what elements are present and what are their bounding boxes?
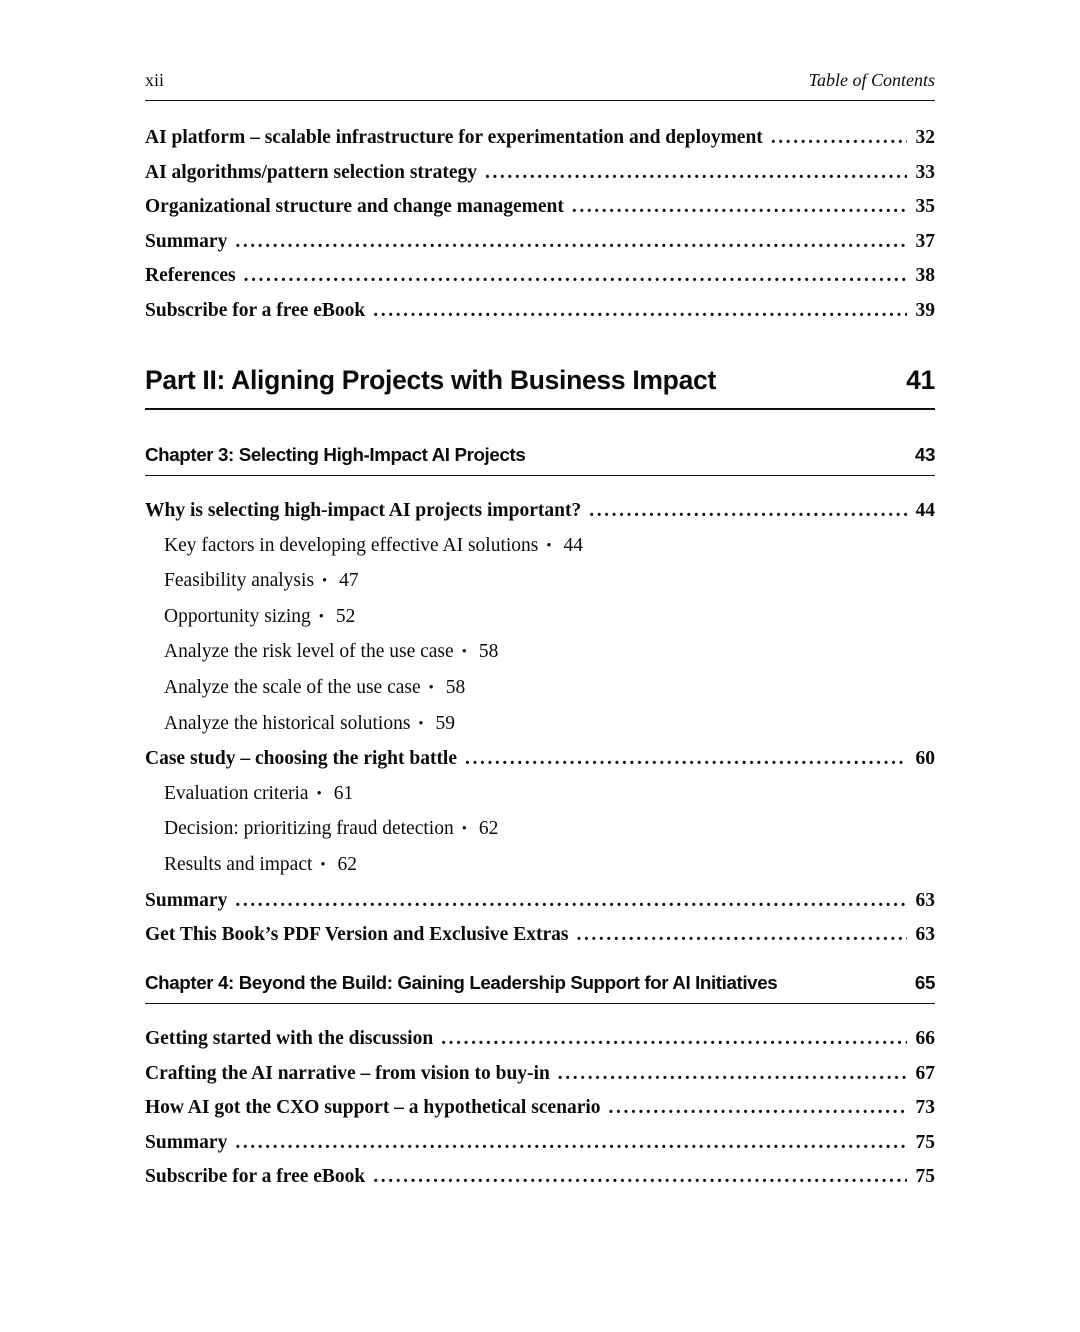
subentry-page-number: 61: [333, 782, 354, 804]
subentry-label: Analyze the historical solutions: [164, 712, 411, 734]
subentry-label: Feasibility analysis: [164, 570, 315, 592]
bullet-separator: •: [461, 644, 467, 661]
toc-entry: [145, 1166, 935, 1188]
entry-page-number: 67: [915, 1062, 935, 1084]
dot-leader: [558, 1063, 907, 1085]
subentry-label: Decision: prioritizing fraud detection: [164, 818, 454, 840]
entry-label: Subscribe for a free eBook: [145, 1166, 366, 1188]
entry-page-number: 73: [915, 1097, 935, 1119]
page-folio: xii: [145, 70, 165, 90]
entry-label: Subscribe for a free eBook: [145, 299, 366, 321]
toc-entry: [145, 890, 935, 912]
bullet-separator: •: [418, 715, 424, 732]
dot-leader: [244, 265, 907, 287]
dot-leader: [771, 127, 907, 149]
dot-leader: [572, 196, 907, 218]
entry-label: Summary: [145, 230, 228, 252]
subentry-page-number: 52: [335, 605, 356, 627]
subentry-label: Results and impact: [164, 853, 313, 875]
subentry-label: Analyze the scale of the use case: [164, 676, 421, 698]
dot-leader: [609, 1097, 907, 1119]
entry-label: How AI got the CXO support – a hypothetical scenario: [145, 1097, 601, 1119]
entry-label: Summary: [145, 1131, 228, 1153]
toc-entry: [145, 231, 935, 253]
part-page-number: 41: [906, 364, 935, 395]
toc-entry: [145, 1028, 935, 1050]
toc-subentry: [164, 818, 935, 841]
chapter-page-number: 43: [914, 443, 935, 465]
toc-subentry: [164, 713, 935, 736]
entry-page-number: 63: [915, 889, 935, 911]
bullet-separator: •: [428, 679, 434, 696]
chapter-heading-row: [145, 444, 935, 466]
dot-leader: [235, 231, 906, 253]
toc-entry: [145, 924, 935, 946]
toc-entry: [145, 196, 935, 218]
toc-rows: [145, 101, 935, 1188]
chapter-title: Chapter 3: Selecting High-Impact AI Projects: [145, 443, 526, 465]
entry-label: Summary: [145, 889, 228, 911]
subentry-page-number: 44: [563, 534, 584, 556]
entry-page-number: 39: [915, 299, 935, 321]
dot-leader: [373, 1166, 906, 1188]
entry-page-number: 35: [915, 196, 935, 218]
entry-page-number: 44: [915, 499, 935, 521]
subentry-page-number: 62: [478, 818, 499, 840]
toc-entry: [145, 1063, 935, 1085]
toc-entry: [145, 748, 935, 770]
entry-label: Case study – choosing the right battle: [145, 748, 458, 770]
subentry-label: Opportunity sizing: [164, 605, 311, 627]
dot-leader: [589, 500, 906, 522]
subentry-page-number: 62: [337, 853, 358, 875]
toc-subentry: [164, 570, 935, 593]
subentry-page-number: 47: [339, 570, 359, 592]
dot-leader: [465, 748, 906, 770]
entry-page-number: 37: [915, 230, 935, 252]
dot-leader: [235, 890, 906, 912]
toc-subentry: [164, 854, 935, 877]
entry-label: Get This Book’s PDF Version and Exclusive Extras: [145, 924, 569, 946]
entry-page-number: 75: [915, 1166, 935, 1188]
subentry-label: Evaluation criteria: [164, 782, 309, 804]
subentry-page-number: 58: [445, 676, 466, 698]
entry-page-number: 60: [915, 748, 935, 770]
chapter-title: Chapter 4: Beyond the Build: Gaining Leadership Support for AI Initiatives: [145, 972, 778, 994]
entry-page-number: 33: [915, 161, 935, 183]
entry-label: References: [145, 265, 236, 287]
subentry-label: Analyze the risk level of the use case: [164, 641, 454, 663]
entry-page-number: 75: [915, 1131, 935, 1153]
chapter-heading: [145, 444, 935, 476]
entry-label: AI algorithms/pattern selection strategy: [145, 161, 477, 183]
part-heading: [145, 365, 935, 410]
entry-label: Crafting the AI narrative – from vision to buy-in: [145, 1062, 550, 1084]
toc-subentry: [164, 677, 935, 700]
toc-entry: [145, 162, 935, 184]
entry-page-number: 66: [915, 1028, 935, 1050]
entry-label: Why is selecting high-impact AI projects important?: [145, 499, 582, 521]
bullet-separator: •: [546, 537, 552, 554]
chapter-page-number: 65: [914, 972, 935, 994]
part-title: Part II: Aligning Projects with Business Impact: [145, 364, 716, 395]
toc-entry: [145, 265, 935, 287]
subentry-page-number: 58: [478, 641, 499, 663]
part-heading-row: [145, 365, 935, 396]
toc-entry: [145, 127, 935, 149]
toc-subentry: [164, 535, 935, 558]
toc-subentry: [164, 783, 935, 806]
bullet-separator: •: [320, 856, 326, 873]
dot-leader: [576, 924, 906, 946]
entry-label: Organizational structure and change management: [145, 196, 564, 218]
subentry-label: Key factors in developing effective AI solutions: [164, 534, 539, 556]
entry-page-number: 63: [915, 924, 935, 946]
bullet-separator: •: [318, 608, 324, 625]
subentry-page-number: 59: [435, 712, 456, 734]
entry-label: Getting started with the discussion: [145, 1028, 434, 1050]
chapter-heading: [145, 972, 935, 1004]
dot-leader: [441, 1028, 906, 1050]
toc-entry: [145, 1097, 935, 1119]
running-head-title: Table of Contents: [808, 70, 935, 90]
dot-leader: [373, 300, 906, 322]
bullet-separator: •: [322, 573, 328, 590]
dot-leader: [485, 162, 907, 184]
entry-label: AI platform – scalable infrastructure for experimentation and deployment: [145, 127, 763, 148]
toc-subentry: [164, 606, 935, 629]
toc-entry: [145, 500, 935, 522]
toc-entry: [145, 300, 935, 322]
running-header: [145, 70, 935, 101]
chapter-heading-row: [145, 972, 935, 994]
bullet-separator: •: [316, 785, 322, 802]
toc-entry: [145, 1132, 935, 1154]
dot-leader: [235, 1132, 906, 1154]
toc-subentry: [164, 641, 935, 664]
entry-page-number: 32: [915, 127, 935, 148]
entry-page-number: 38: [915, 265, 935, 287]
bullet-separator: •: [461, 821, 467, 838]
